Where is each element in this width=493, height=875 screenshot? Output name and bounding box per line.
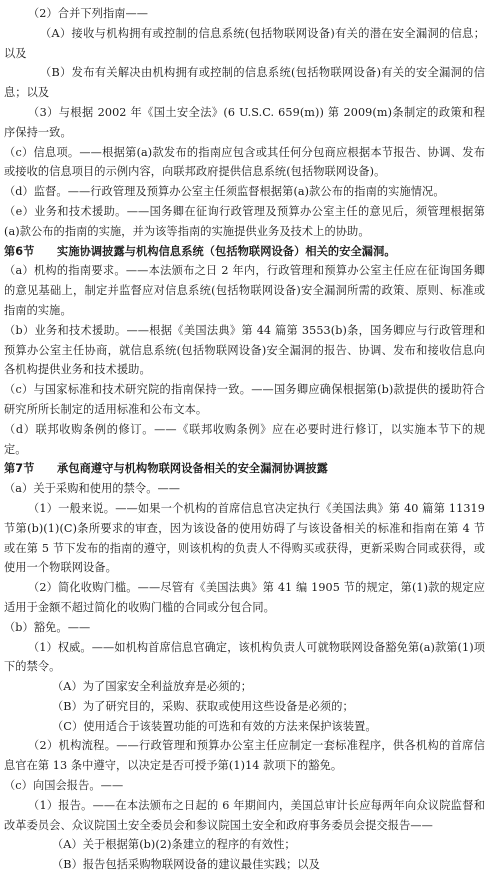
text-line: （2）机构流程。——行政管理和预算办公室主任应制定一套标准程序，供各机构的首席信息官在第 13 条中遵守，以决定是否可授予第(1)14 款项下的豁免。 [4, 739, 485, 773]
text-line: （A）接收与机构拥有或控制的信息系统(包括物联网设备)有关的潜在安全漏洞的信息；以及 [4, 26, 485, 60]
text-line: （1）一般来说。——如果一个机构的首席信息官决定执行《美国法典》第 40 篇第 11319 节第(b)(1)(C)条所要求的审查，因为该设备的使用妨碍了与该设备相关的标准和指南在第 4 节或在第 5 节下发布的指南的遵守，则该机构的负责人不得购买或获得，更新采购合同或获得，或使用一个物联网设备。 [4, 501, 485, 575]
section-heading: 第6节 实施协调披露与机构信息系统（包括物联网设备）相关的安全漏洞。 [4, 244, 396, 258]
text-line: （e）业务和技术援助。——国务卿在征询行政管理及预算办公室主任的意见后，须管理根据第(a)款公布的指南的实施，并为该等指南的实施提供业务及技术上的协助。 [4, 204, 485, 238]
text-line: （C）使用适合于该装置功能的可选和有效的方法来保护该装置。 [52, 719, 377, 733]
text-line: （1）权威。——如机构首席信息官确定，该机构负责人可就物联网设备豁免第(a)款第(1)项下的禁令。 [4, 640, 485, 674]
text-line: （B）为了研究目的，采购、获取或使用这些设备是必须的； [52, 699, 354, 713]
text-line: （a）关于采购和使用的禁令。—— [4, 482, 181, 496]
text-line: （d）监督。——行政管理及预算办公室主任须监督根据第(a)款公布的指南的实施情况。 [4, 185, 445, 199]
text-line: （A）关于根据第(b)(2)条建立的程序的有效性； [52, 838, 296, 852]
text-line: （A）为了国家安全利益放弃是必须的； [52, 680, 253, 694]
text-line: （a）机构的指南要求。——本法颁布之日 2 年内，行政管理和预算办公室主任应在征询国务卿的意见基础上，制定并监督应对信息系统(包括物联网设备)安全漏洞所需的政策、原则、标准或指南的实施。 [4, 264, 485, 317]
text-line: （2）简化收购门槛。——尽管有《美国法典》第 41 编 1905 节的规定，第(1)款的规定应适用于金额不超过简化的收购门槛的合同或分包合同。 [4, 581, 485, 614]
text-line: （B）发布有关解决由机构拥有或控制的信息系统(包括物联网设备)有关的安全漏洞的信息；以及 [4, 66, 485, 100]
text-line: （c）向国会报告。—— [4, 779, 124, 793]
text-line: （b）业务和技术援助。——根据《美国法典》第 44 篇第 3553(b)条，国务卿应与行政管理和预算办公室主任协商，就信息系统(包括物联网设备)安全漏洞的报告、协调、发布和接收信息向各机构提供业务和技术援助。 [4, 323, 485, 377]
text-line: （c）信息项。——根据第(a)款发布的指南应包含或其任何分包商应根据本节报告、协调、发布或接收的信息项目的示例内容，向联邦政府提供信息系统(包括物联网设备)。 [4, 145, 485, 179]
text-line: （1）报告。——在本法颁布之日起的 6 年期间内，美国总审计长应每两年向众议院监督和改革委员会、众议院国土安全委员会和参议院国土安全和政府事务委员会提交报告—— [4, 798, 485, 832]
text-line: （c）与国家标准和技术研究院的指南保持一致。——国务卿应确保根据第(b)款提供的援助符合研究所所长制定的适用标准和公布文本。 [4, 383, 485, 416]
text-line: （3）与根据 2002 年《国土安全法》(6 U.S.C. 659(m)) 第 2009(m)条制定的政策和程序保持一致。 [4, 105, 485, 139]
section-heading: 第7节 承包商遵守与机构物联网设备相关的安全漏洞协调披露 [4, 462, 328, 476]
text-line: （2）合并下列指南—— [28, 7, 149, 20]
text-line: （d）联邦收购条例的修订。——《联邦收购条例》应在必要时进行修订，以实施本节下的规定。 [4, 422, 485, 456]
text-line: （B）报告包括采购物联网设备的建议最佳实践；以及 [52, 858, 320, 872]
text-line: （b）豁免。—— [4, 620, 91, 634]
